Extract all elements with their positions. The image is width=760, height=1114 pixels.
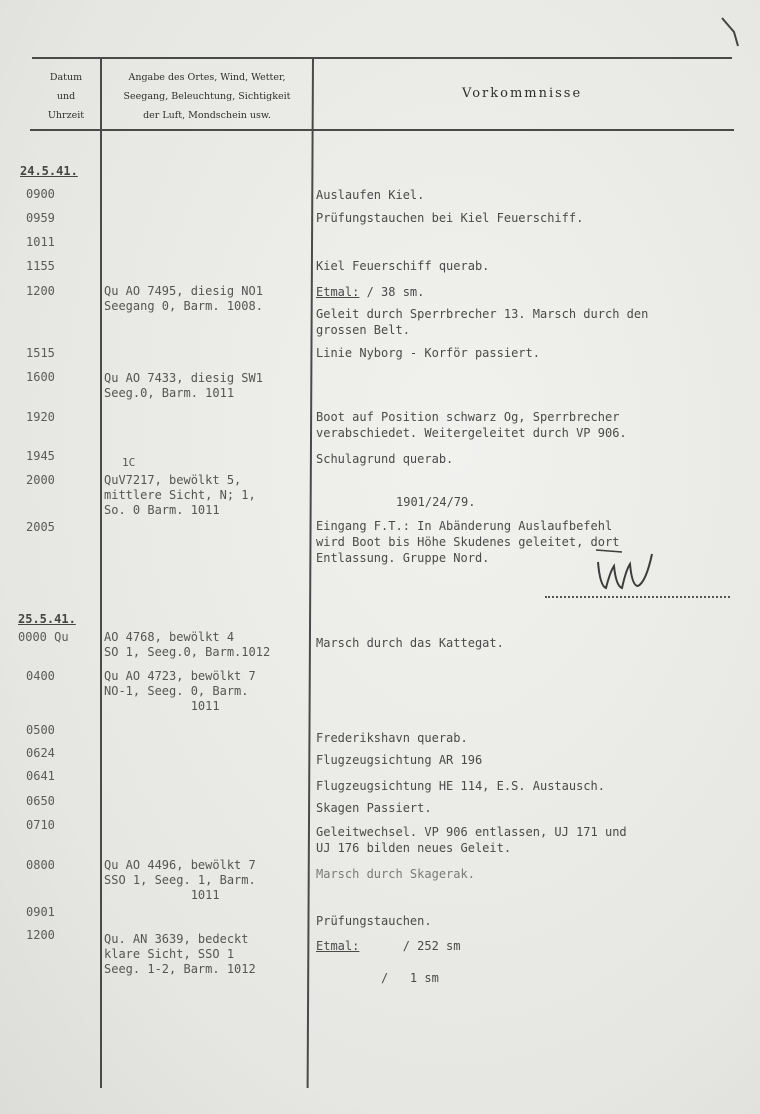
loc-line: mittlere Sicht, N; 1, [104,488,256,502]
entry-time: 0900 [26,187,55,201]
loc-line: Qu AO 7495, diesig NO1 [104,284,263,298]
entry-event-ref: 1901/24/79. [396,495,476,509]
entry-location [104,630,270,660]
entry-time: 1011 [26,235,55,249]
loc-line: SSO 1, Seeg. 1, Barm. [104,873,256,887]
entry-event: Flugzeugsichtung HE 114, E.S. Austausch. [316,779,605,793]
entry-location [104,473,256,518]
col-divider-1 [100,58,102,1088]
entry-event: Prüfungstauchen. [316,914,432,928]
etmal-label: Etmal: [316,939,360,953]
loc-line: Qu AO 4723, bewölkt 7 [104,669,256,683]
header-col2-line1: Angabe des Ortes, Wind, Wetter, [128,72,286,83]
entry-event: Linie Nyborg - Korför passiert. [316,346,540,360]
header-bottom-rule [30,129,734,131]
entry-time: 0400 [26,669,55,683]
entry-time: 1200 [26,284,55,298]
entry-location-note: 1C [122,456,136,469]
header-col2-line2: Seegang, Beleuchtung, Sichtigkeit [123,91,291,102]
entry-location [104,932,256,977]
loc-line: Qu AO 7433, diesig SW1 [104,371,263,385]
loc-line: 1011 [104,699,220,713]
header-col1-line3: Uhrzeit [47,110,85,121]
entry-time: 1920 [26,410,55,424]
entry-time: 0641 [26,769,55,783]
entry-time: 0710 [26,818,55,832]
date-24-5-41: 24.5.41. [20,164,78,178]
etmal-label: Etmal: [316,285,360,299]
entry-event: Marsch durch Skagerak. [316,867,475,881]
col-divider-2 [307,58,314,1088]
entry-time: 1200 [26,928,55,942]
entry-event: Prüfungstauchen bei Kiel Feuerschiff. [316,211,584,225]
entry-event [316,938,461,986]
entry-time: 2000 [26,473,55,487]
entry-event: Marsch durch das Kattegat. [316,636,504,650]
entry-time: 0650 [26,794,55,808]
entry-time: 1600 [26,370,55,384]
entry-time: 0624 [26,746,55,760]
entry-event: Skagen Passiert. [316,801,432,815]
header-events: Vorkommnisse [462,86,583,101]
top-rule [32,57,732,59]
entry-time: 1945 [26,449,55,463]
loc-line: Seeg.0, Barm. 1011 [104,386,235,400]
header-col2-line3: der Luft, Mondschein usw. [143,110,271,121]
date-25-5-41: 25.5.41. [18,612,76,626]
entry-event: Auslaufen Kiel. [316,188,425,202]
loc-line: SO 1, Seeg.0, Barm.1012 [104,645,271,659]
entry-location [104,371,263,401]
loc-line: So. 0 Barm. 1011 [104,503,220,517]
entry-time [18,630,69,644]
time-value: 0000 [18,630,47,644]
entry-time: 1515 [26,346,55,360]
entry-time: 1155 [26,259,55,273]
entry-time: 0901 [26,905,55,919]
entry-time: 0800 [26,858,55,872]
entry-event [316,284,424,300]
corner-mark [718,14,748,58]
entry-event: Flugzeugsichtung AR 196 [316,753,483,767]
entry-event: Schulagrund querab. [316,452,454,466]
entry-location [104,858,256,903]
entry-time: 0959 [26,211,55,225]
loc-line: Qu AO 4496, bewölkt 7 [104,858,256,872]
time-suffix: Qu [54,630,69,644]
entry-event: Boot auf Position schwarz Og, Sperrbrecher verabschiedet. Weitergeleitet durch VP 906. [316,410,627,440]
loc-line: QuV7217, bewölkt 5, [104,473,242,487]
etmal-value: / 252 sm / 1 sm [381,939,461,985]
loc-line: Seeg. 1-2, Barm. 1012 [104,962,256,976]
entry-location [104,669,256,714]
header-location-weather [104,68,310,125]
loc-line: Qu. AN 3639, bedeckt [104,932,249,946]
entry-event: Geleitwechsel. VP 906 entlassen, UJ 171 und UJ 176 bilden neues Geleit. [316,825,627,855]
loc-line: 1011 [104,888,220,902]
entry-event: Kiel Feuerschiff querab. [316,259,490,273]
etmal-value: / 38 sm. [359,285,425,299]
entry-time: 0500 [26,723,55,737]
entry-time: 2005 [26,520,55,534]
entry-event: Eingang F.T.: In Abänderung Auslaufbefehl wird Boot bis Höhe Skudenes geleitet, dort Entlassung. Gruppe Nord. [316,519,620,565]
entry-event: Frederikshavn querab. [316,731,468,745]
loc-line: Seegang 0, Barm. 1008. [104,299,263,313]
header-col1-line1: Datum [49,72,83,83]
entry-location [104,284,263,314]
header-col1-line2: und [56,91,76,102]
signature-scribble [592,542,672,598]
header-date-time [34,68,98,125]
loc-line: NO-1, Seeg. 0, Barm. [104,684,249,698]
loc-line: klare Sicht, SSO 1 [104,947,235,961]
dotted-separator [545,596,730,598]
loc-line: AO 4768, bewölkt 4 [104,630,235,644]
entry-event: Geleit durch Sperrbrecher 13. Marsch durch den grossen Belt. [316,307,649,337]
